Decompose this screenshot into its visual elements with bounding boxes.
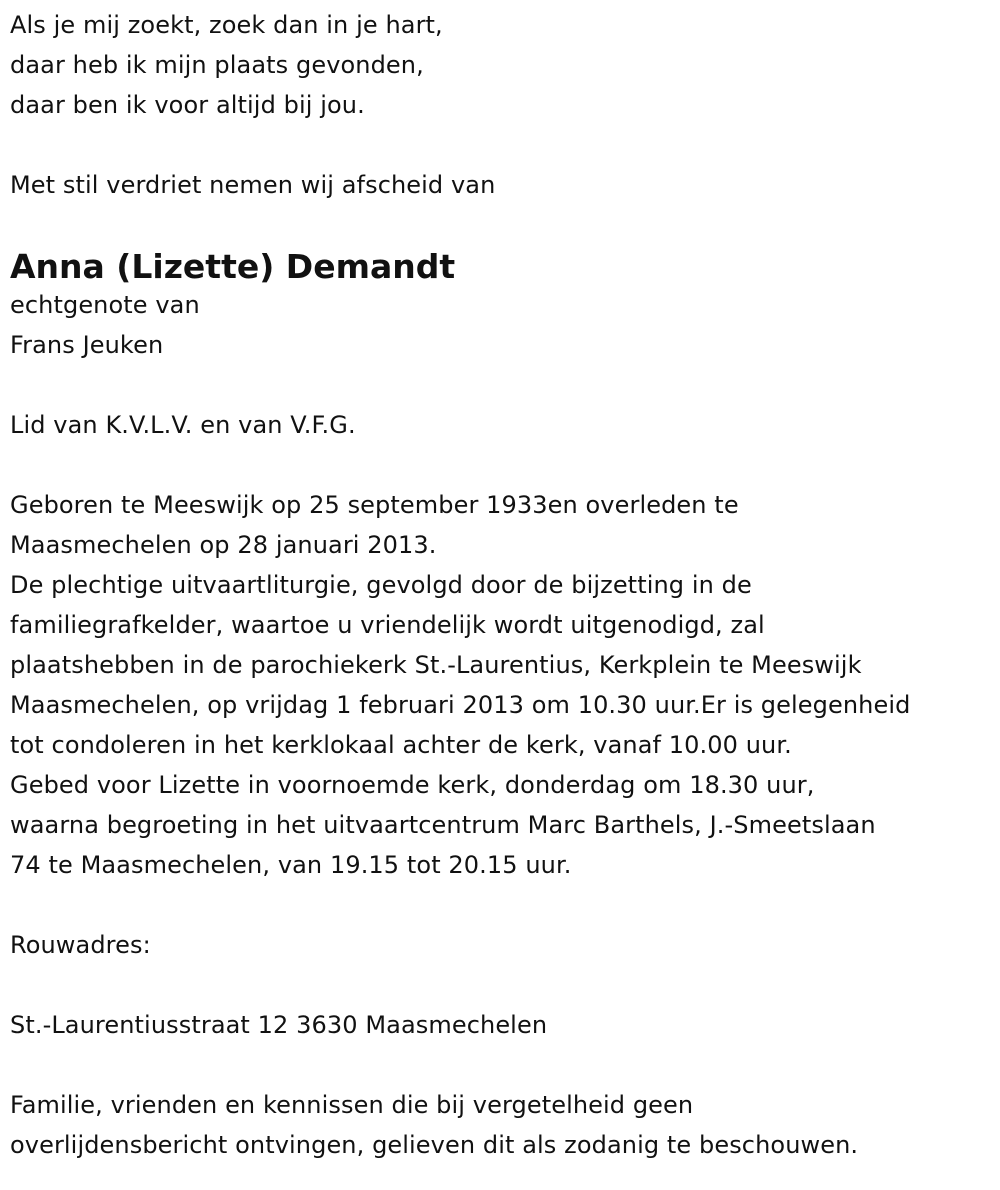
details-line: Geboren te Meeswijk op 25 september 1933en overleden te [10,491,739,519]
address-text: St.-Laurentiusstraat 12 3630 Maasmechelen [10,1011,548,1039]
poem-line: daar ben ik voor altijd bij jou. [10,91,365,119]
spacer [10,125,995,165]
deceased-name: Anna (Lizette) Demandt [10,247,456,286]
relation-text: echtgenote van [10,291,200,319]
spacer [10,205,995,245]
spacer [10,365,995,405]
poem [10,5,995,125]
details-paragraph [10,485,995,885]
details-line: Maasmechelen op 28 januari 2013. [10,531,437,559]
closing-paragraph [10,1085,995,1165]
details-line: tot condoleren in het kerklokaal achter de kerk, vanaf 10.00 uur. [10,731,792,759]
closing-line: Familie, vrienden en kennissen die bij vergetelheid geen [10,1091,694,1119]
details-line: familiegrafkelder, waartoe u vriendelijk wordt uitgenodigd, zal [10,611,765,639]
details-line: waarna begroeting in het uitvaartcentrum Marc Barthels, J.-Smeetslaan [10,811,876,839]
spacer [10,885,995,925]
poem-line: Als je mij zoekt, zoek dan in je hart, [10,11,443,39]
intro-text: Met stil verdriet nemen wij afscheid van [10,171,496,199]
poem-line: daar heb ik mijn plaats gevonden, [10,51,424,79]
details-line: Gebed voor Lizette in voornoemde kerk, donderdag om 18.30 uur, [10,771,815,799]
spouse-name: Frans Jeuken [10,331,164,359]
death-notice [10,5,995,1165]
spacer [10,445,995,485]
membership-text: Lid van K.V.L.V. en van V.F.G. [10,411,356,439]
address-label: Rouwadres: [10,931,151,959]
spacer [10,965,995,1005]
details-line: 74 te Maasmechelen, van 19.15 tot 20.15 uur. [10,851,572,879]
closing-line: overlijdensbericht ontvingen, gelieven dit als zodanig te beschouwen. [10,1131,859,1159]
spacer [10,1045,995,1085]
details-line: De plechtige uitvaartliturgie, gevolgd door de bijzetting in de [10,571,752,599]
details-line: plaatshebben in de parochiekerk St.-Laurentius, Kerkplein te Meeswijk [10,651,862,679]
details-line: Maasmechelen, op vrijdag 1 februari 2013 om 10.30 uur.Er is gelegenheid [10,691,911,719]
